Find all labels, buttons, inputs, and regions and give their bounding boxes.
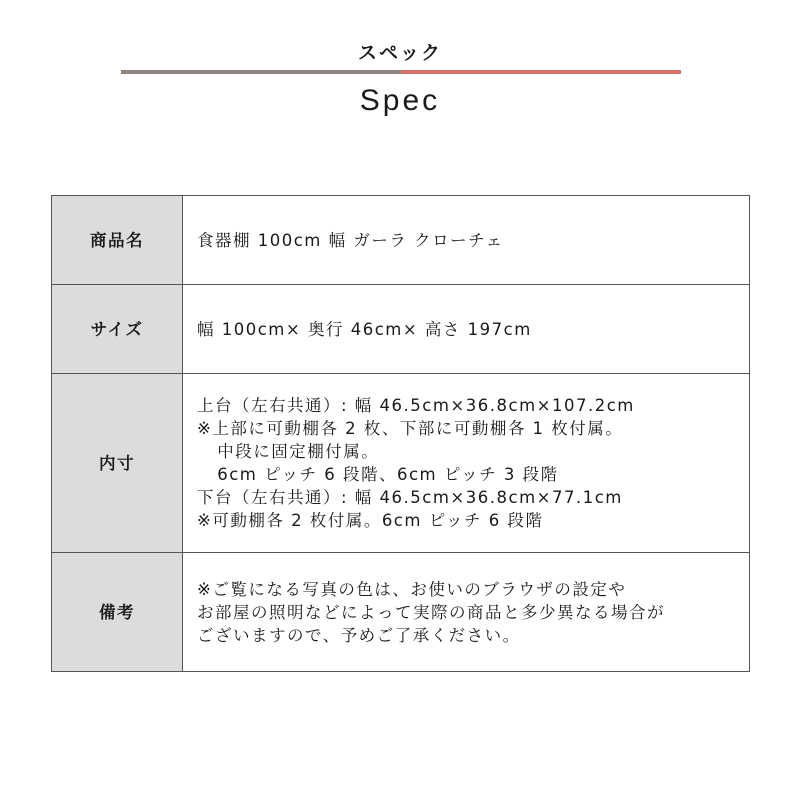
row-label: サイズ xyxy=(52,285,183,374)
table-row xyxy=(52,196,750,285)
value-line: ※上部に可動棚各 2 枚、下部に可動棚各 1 枚付属。 xyxy=(197,419,624,438)
value-line: 食器棚 100cm 幅 ガーラ クローチェ xyxy=(197,230,504,250)
value-line: 中段に固定棚付属。 xyxy=(197,442,380,461)
row-label: 商品名 xyxy=(52,196,183,285)
table-row xyxy=(52,374,750,553)
section-title-jp: スペック xyxy=(357,42,442,64)
row-value xyxy=(183,285,750,374)
title-divider xyxy=(121,70,681,74)
row-value xyxy=(183,374,750,553)
value-line: 下台（左右共通）: 幅 46.5cm×36.8cm×77.1cm xyxy=(197,488,623,507)
row-value xyxy=(183,553,750,672)
row-value xyxy=(183,196,750,285)
value-line: ございますので、予めご了承ください。 xyxy=(197,625,521,645)
value-line: 幅 100cm× 奥行 46cm× 高さ 197cm xyxy=(197,319,532,339)
value-line: 6cm ピッチ 6 段階、6cm ピッチ 3 段階 xyxy=(197,465,559,484)
value-line: ※可動棚各 2 枚付属。6cm ピッチ 6 段階 xyxy=(197,511,544,530)
table-row xyxy=(52,285,750,374)
table-row xyxy=(52,553,750,672)
spec-table xyxy=(51,195,750,672)
value-line: 上台（左右共通）: 幅 46.5cm×36.8cm×107.2cm xyxy=(197,396,635,415)
row-label: 備考 xyxy=(52,553,183,672)
section-title-en: Spec xyxy=(359,84,441,117)
value-line: お部屋の照明などによって実際の商品と多少異なる場合が xyxy=(197,602,665,622)
value-line: ※ご覧になる写真の色は、お使いのブラウザの設定や xyxy=(197,579,627,599)
row-label: 内寸 xyxy=(52,374,183,553)
